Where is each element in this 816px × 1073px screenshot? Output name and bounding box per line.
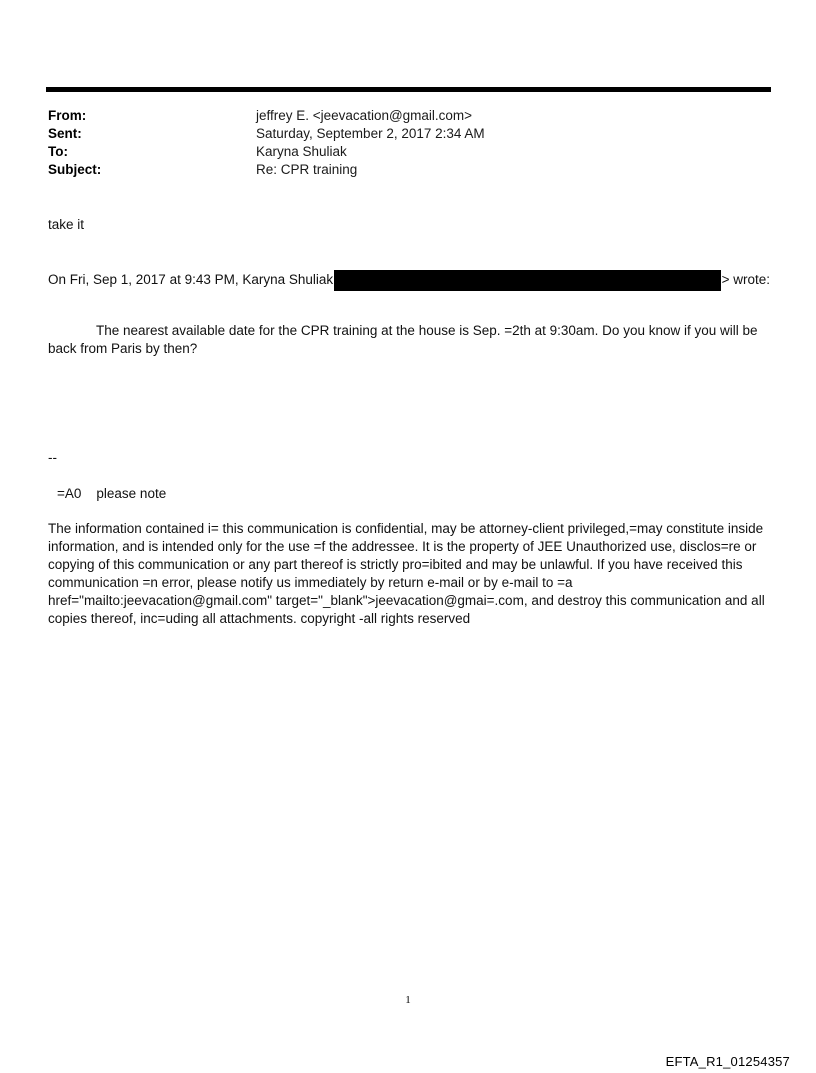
subject-row bbox=[48, 161, 748, 179]
quote-intro-sender: On Fri, Sep 1, 2017 at 9:43 PM, Karyna Shuliak bbox=[48, 272, 334, 287]
to-value: Karyna Shuliak bbox=[256, 144, 347, 159]
sent-value: Saturday, September 2, 2017 2:34 AM bbox=[256, 126, 485, 141]
redaction-bar bbox=[334, 270, 720, 291]
subject-label: Subject: bbox=[48, 162, 102, 177]
to-row bbox=[48, 143, 748, 161]
quote-intro bbox=[48, 270, 770, 290]
header-divider bbox=[46, 87, 771, 92]
to-label: To: bbox=[48, 144, 68, 159]
from-value: jeffrey E. <jeevacation@gmail.com> bbox=[256, 108, 473, 123]
page-number: 1 bbox=[405, 994, 411, 1006]
please-note-line: =A0 please note bbox=[57, 486, 167, 501]
quoted-message: The nearest available date for the CPR training at the house is Sep. =2th at 9:30am. Do you know if you will be back from Paris by then? bbox=[48, 323, 758, 356]
confidentiality-disclaimer: The information contained i= this communication is confidential, may be attorney-client privileged,=may constitute inside information, and is intended only for the use =f the addressee. It is the property of JEE Unauthorized use, disclos=re or copying of this communication or any part thereof is strictly pro=ibited and may be unlawful. If you have received this communication =n error, please notify us immediately by return e-mail or by e-mail to =a href="mailto:jeevacation@gmail.com" target="_blank">jeevacation@gmai=.com, and destroy this communication and all copies thereof, inc=uding all attachments. copyright -all rights reserved bbox=[48, 521, 765, 626]
document-id: EFTA_R1_01254357 bbox=[665, 1054, 790, 1069]
sent-label: Sent: bbox=[48, 126, 82, 141]
reply-text: take it bbox=[48, 217, 85, 232]
email-header bbox=[48, 107, 748, 179]
signature-separator: -- bbox=[48, 450, 57, 465]
from-label: From: bbox=[48, 108, 87, 123]
subject-value: Re: CPR training bbox=[256, 162, 358, 177]
sent-row bbox=[48, 125, 748, 143]
from-row bbox=[48, 107, 748, 125]
quote-intro-wrote: > wrote: bbox=[721, 272, 770, 287]
